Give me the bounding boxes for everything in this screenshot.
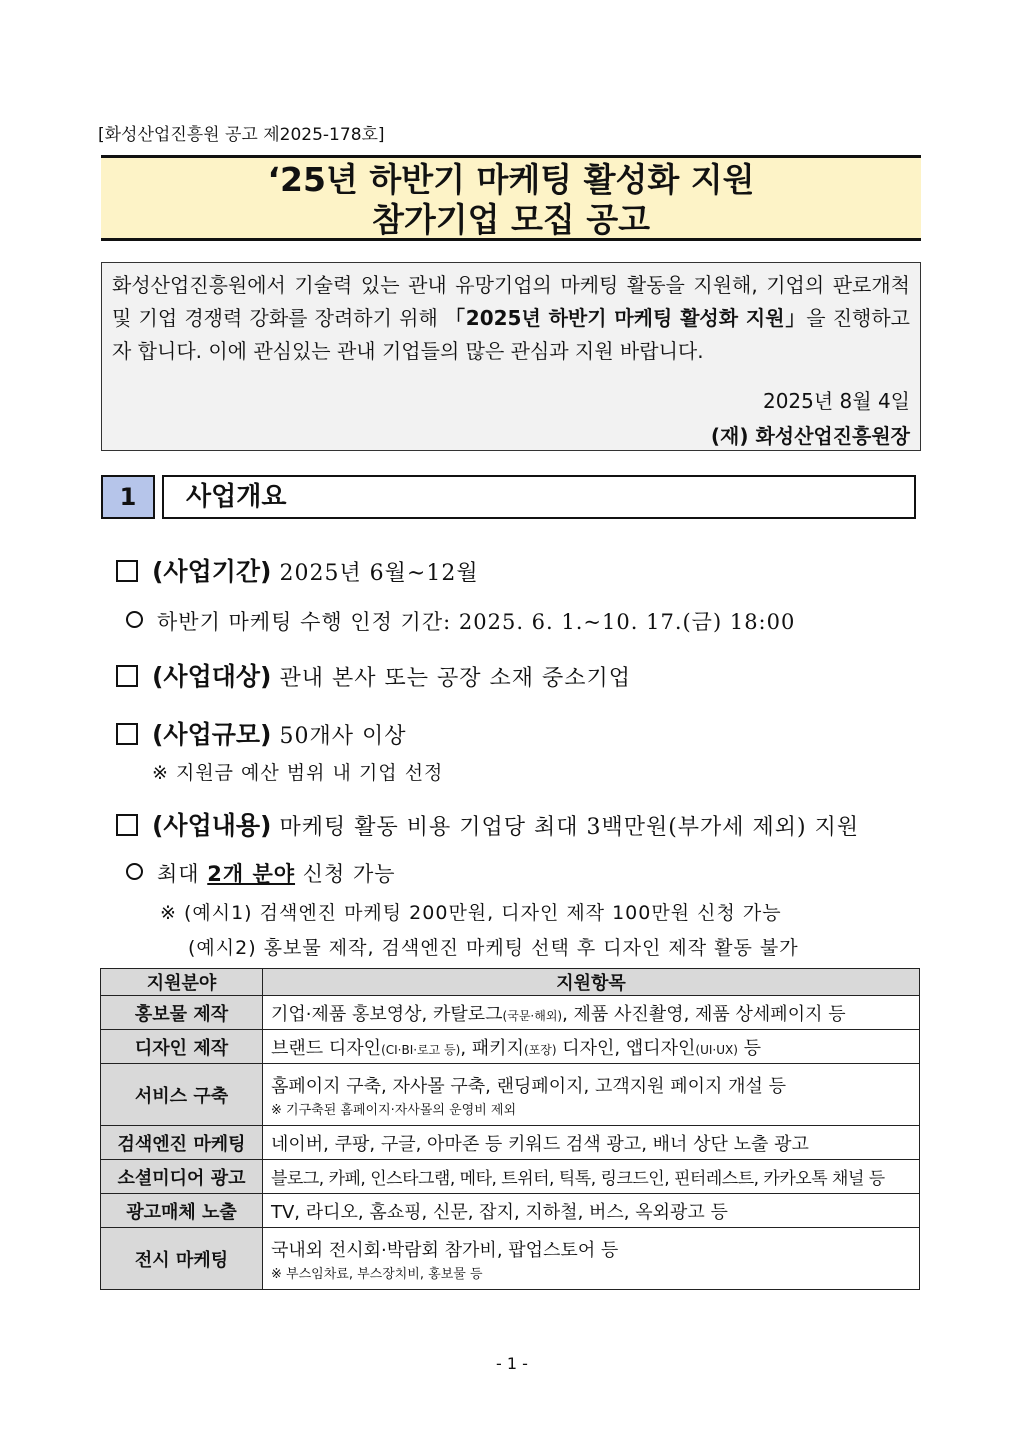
table-row bbox=[101, 1126, 920, 1160]
row-desc-text: 브랜드 디자인 bbox=[271, 1037, 382, 1059]
content-sub-a: 최대 bbox=[157, 862, 208, 886]
item-content-value: 마케팅 활동 비용 기업당 최대 3백만원 bbox=[279, 815, 669, 840]
row-desc-text: 국내외 전시회·박람회 참가비, 팝업스토어 등 bbox=[271, 1239, 619, 1261]
row-desc-small: (포장) bbox=[523, 1042, 557, 1057]
item-scale bbox=[116, 715, 406, 751]
row-category: 광고매체 노출 bbox=[101, 1194, 263, 1228]
item-content bbox=[116, 806, 859, 842]
support-table bbox=[100, 968, 920, 1290]
item-target-value: 관내 본사 또는 공장 소재 중소기업 bbox=[279, 666, 631, 691]
row-desc-text: , 패키지 bbox=[460, 1037, 524, 1059]
table-row bbox=[101, 996, 920, 1030]
row-category: 홍보물 제작 bbox=[101, 996, 263, 1030]
title-line-2: 참가기업 모집 공고 bbox=[371, 200, 650, 239]
row-desc: TV, 라디오, 홈쇼핑, 신문, 잡지, 지하철, 버스, 옥외광고 등 bbox=[263, 1194, 920, 1228]
row-desc: 네이버, 쿠팡, 구글, 아마존 등 키워드 검색 광고, 배너 상단 노출 광고 bbox=[263, 1126, 920, 1160]
row-desc bbox=[263, 996, 920, 1030]
table-row bbox=[101, 1030, 920, 1064]
title-banner bbox=[101, 155, 921, 241]
content-sub bbox=[126, 858, 396, 888]
notice-date: 2025년 8월 4일 bbox=[762, 389, 910, 413]
row-desc-small: (국문·해외) bbox=[502, 1008, 563, 1023]
row-desc-text: 디자인, 앱디자인 bbox=[556, 1037, 696, 1059]
period-sub-text: 하반기 마케팅 수행 인정 기간: 2025. 6. 1.~10. 17.(금) 18:00 bbox=[157, 610, 796, 634]
checkbox-square-icon bbox=[116, 560, 138, 582]
table-row bbox=[101, 1228, 920, 1290]
intro-text-after: 을 진행하고자 합니다. 이에 관심있는 관내 기업들의 많은 관심과 지원 바랍니다. bbox=[112, 306, 910, 363]
item-period-label: (사업기간) bbox=[152, 557, 272, 586]
checkbox-square-icon bbox=[116, 814, 138, 836]
item-scale-label: (사업규모) bbox=[152, 720, 272, 749]
checkbox-square-icon bbox=[116, 665, 138, 687]
row-desc bbox=[263, 1064, 920, 1126]
row-desc-small: (UI·UX) bbox=[695, 1042, 738, 1057]
content-sub-b: 신청 가능 bbox=[295, 862, 396, 886]
program-name: 「2025년 하반기 마케팅 활성화 지원」 bbox=[444, 306, 807, 330]
row-desc bbox=[263, 1030, 920, 1064]
table-header-row bbox=[101, 969, 920, 996]
section-title: 사업개요 bbox=[162, 475, 916, 519]
item-scale-value: 50개사 이상 bbox=[279, 724, 407, 749]
row-category: 디자인 제작 bbox=[101, 1030, 263, 1064]
row-category: 소셜미디어 광고 bbox=[101, 1160, 263, 1194]
row-desc bbox=[263, 1228, 920, 1290]
example-1: ※ (예시1) 검색엔진 마케팅 200만원, 디자인 제작 100만원 신청 가능 bbox=[160, 902, 782, 924]
row-desc-note: ※ 기구축된 홈페이지·자사몰의 운영비 제외 bbox=[271, 1102, 517, 1118]
scale-note: ※ 지원금 예산 범위 내 기업 선정 bbox=[152, 762, 444, 784]
content-sub-emphasis: 2개 분야 bbox=[207, 862, 296, 886]
item-target bbox=[116, 657, 631, 693]
item-period-value: 2025년 6월~12월 bbox=[279, 561, 479, 586]
item-content-end: 지원 bbox=[806, 815, 860, 840]
intro-text-before: 화성산업진흥원에서 기술력 있는 관내 유망기업의 마케팅 활동을 지원해, 기업의 판로개척 및 기업 경쟁력 강화를 장려하기 위해 bbox=[112, 273, 910, 330]
row-desc-text: 기업·제품 홍보영상, 카탈로그 bbox=[271, 1003, 503, 1025]
circle-bullet-icon bbox=[126, 611, 143, 628]
section-number: 1 bbox=[101, 475, 155, 519]
intro-paragraph bbox=[112, 269, 910, 368]
row-desc-text: 등 bbox=[737, 1037, 762, 1059]
table-header-items: 지원항목 bbox=[263, 969, 920, 996]
item-content-label: (사업내용) bbox=[152, 811, 272, 840]
item-target-label: (사업대상) bbox=[152, 662, 272, 691]
period-sub bbox=[126, 606, 795, 636]
row-desc-small: (CI·BI·로고 등) bbox=[381, 1042, 461, 1057]
row-desc-text: 홈페이지 구축, 자사몰 구축, 랜딩페이지, 고객지원 페이지 개설 등 bbox=[271, 1075, 787, 1097]
item-period bbox=[116, 552, 479, 588]
checkbox-square-icon bbox=[116, 723, 138, 745]
row-desc: 블로그, 카페, 인스타그램, 메타, 트위터, 틱톡, 링크드인, 핀터레스트, 카카오톡 채널 등 bbox=[263, 1160, 920, 1194]
example-2: (예시2) 홍보물 제작, 검색엔진 마케팅 선택 후 디자인 제작 활동 불가 bbox=[188, 937, 799, 959]
table-row bbox=[101, 1194, 920, 1228]
table-row bbox=[101, 1160, 920, 1194]
table-row bbox=[101, 1064, 920, 1126]
notice-number: [화성산업진흥원 공고 제2025-178호] bbox=[98, 125, 385, 145]
page-number: - 1 - bbox=[496, 1354, 528, 1373]
row-category: 서비스 구축 bbox=[101, 1064, 263, 1126]
row-desc-note: ※ 부스임차료, 부스장치비, 홍보물 등 bbox=[271, 1266, 483, 1282]
row-desc-text: , 제품 사진촬영, 제품 상세페이지 등 bbox=[562, 1003, 846, 1025]
title-line-1: ‘25년 하반기 마케팅 활성화 지원 bbox=[267, 160, 755, 199]
circle-bullet-icon bbox=[126, 863, 143, 880]
row-category: 검색엔진 마케팅 bbox=[101, 1126, 263, 1160]
row-category: 전시 마케팅 bbox=[101, 1228, 263, 1290]
issuer-name: (재) 화성산업진흥원장 bbox=[710, 424, 910, 448]
intro-box bbox=[101, 262, 921, 451]
table-header-category: 지원분야 bbox=[101, 969, 263, 996]
item-content-vat: (부가세 제외) bbox=[668, 815, 807, 840]
